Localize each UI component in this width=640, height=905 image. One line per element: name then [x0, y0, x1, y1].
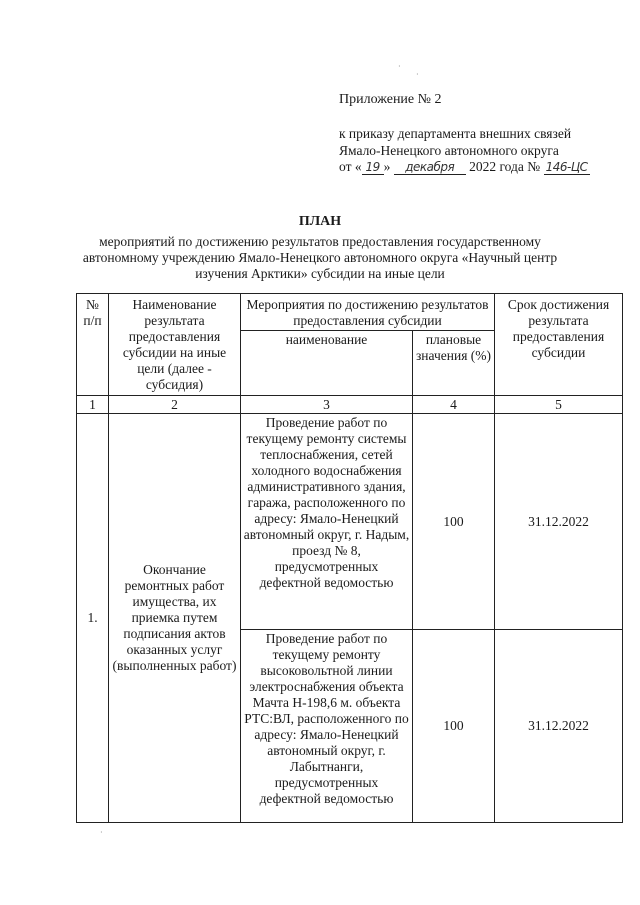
scan-speck: ·: [398, 62, 401, 71]
header-measures-group: Мероприятия по достижению результатов предоставления субсидии: [241, 294, 495, 331]
header-planned-values: плановые значения (%): [413, 331, 495, 396]
subtitle-line-1: мероприятий по достижению результатов предоставления государственному: [99, 234, 541, 249]
order-reference: [339, 126, 629, 176]
column-number: 2: [109, 396, 241, 414]
row-number: 1.: [77, 414, 109, 823]
handwritten-month: декабря: [394, 160, 466, 175]
header-num: № п/п: [77, 294, 109, 396]
plan-table: [76, 293, 623, 823]
subtitle-line-2: автономному учреждению Ямало-Ненецкого автономного округа «Научный центр: [82, 250, 558, 265]
date-prefix: от «: [339, 159, 362, 174]
header-measure-name: наименование: [241, 331, 413, 396]
header-deadline: Срок достижения результата предоставления субсидии: [495, 294, 623, 396]
column-number: 4: [413, 396, 495, 414]
scan-speck: ·: [416, 70, 419, 79]
measure-deadline: 31.12.2022: [495, 630, 623, 823]
table-row: [77, 414, 623, 630]
document-title: ПЛАН: [298, 214, 342, 229]
date-year: 2022 года №: [469, 159, 541, 174]
date-mid: »: [383, 159, 391, 174]
header-result-name: Наименование результата предоставления субсидии на иные цели (далее - субсидия): [109, 294, 241, 396]
row-result: Окончание ремонтных работ имущества, их приемка путем подписания актов оказанных услуг (выполненных работ): [109, 414, 241, 823]
document-subtitle: [70, 234, 570, 282]
order-line-2: Ямало-Ненецкого автономного округа: [339, 142, 559, 158]
measure-value: 100: [413, 414, 495, 630]
annex-title: Приложение № 2: [339, 92, 442, 107]
measure-value: 100: [413, 630, 495, 823]
measure-name: Проведение работ по текущему ремонту системы теплоснабжения, сетей холодного водоснабжения административного здания, гаража, расположенного по адресу: Ямало-Ненецкий автономный округ, г. Надым, проезд № 8, предусмотренных дефектной ведомостью: [241, 414, 413, 630]
column-number: 3: [241, 396, 413, 414]
column-number: 5: [495, 396, 623, 414]
column-number-row: [77, 396, 623, 414]
handwritten-day: 19: [362, 160, 384, 175]
subtitle-line-3: изучения Арктики» субсидии на иные цели: [195, 266, 445, 281]
header-row: [77, 294, 623, 331]
order-date-line: [339, 159, 629, 176]
column-number: 1: [77, 396, 109, 414]
measure-name: Проведение работ по текущему ремонту высоковольтной линии электроснабжения объекта Мачта Н-198,6 м. объекта РТС:ВЛ, расположенного по адресу: Ямало-Ненецкий автономный округ, г. Лабытнанги, предусмотренных дефектной ведомостью: [241, 630, 413, 823]
order-line-1: к приказу департамента внешних связей: [339, 126, 572, 141]
handwritten-order-number: 146-ЦС: [544, 160, 590, 175]
scan-speck: ·: [100, 828, 103, 837]
measure-deadline: 31.12.2022: [495, 414, 623, 630]
